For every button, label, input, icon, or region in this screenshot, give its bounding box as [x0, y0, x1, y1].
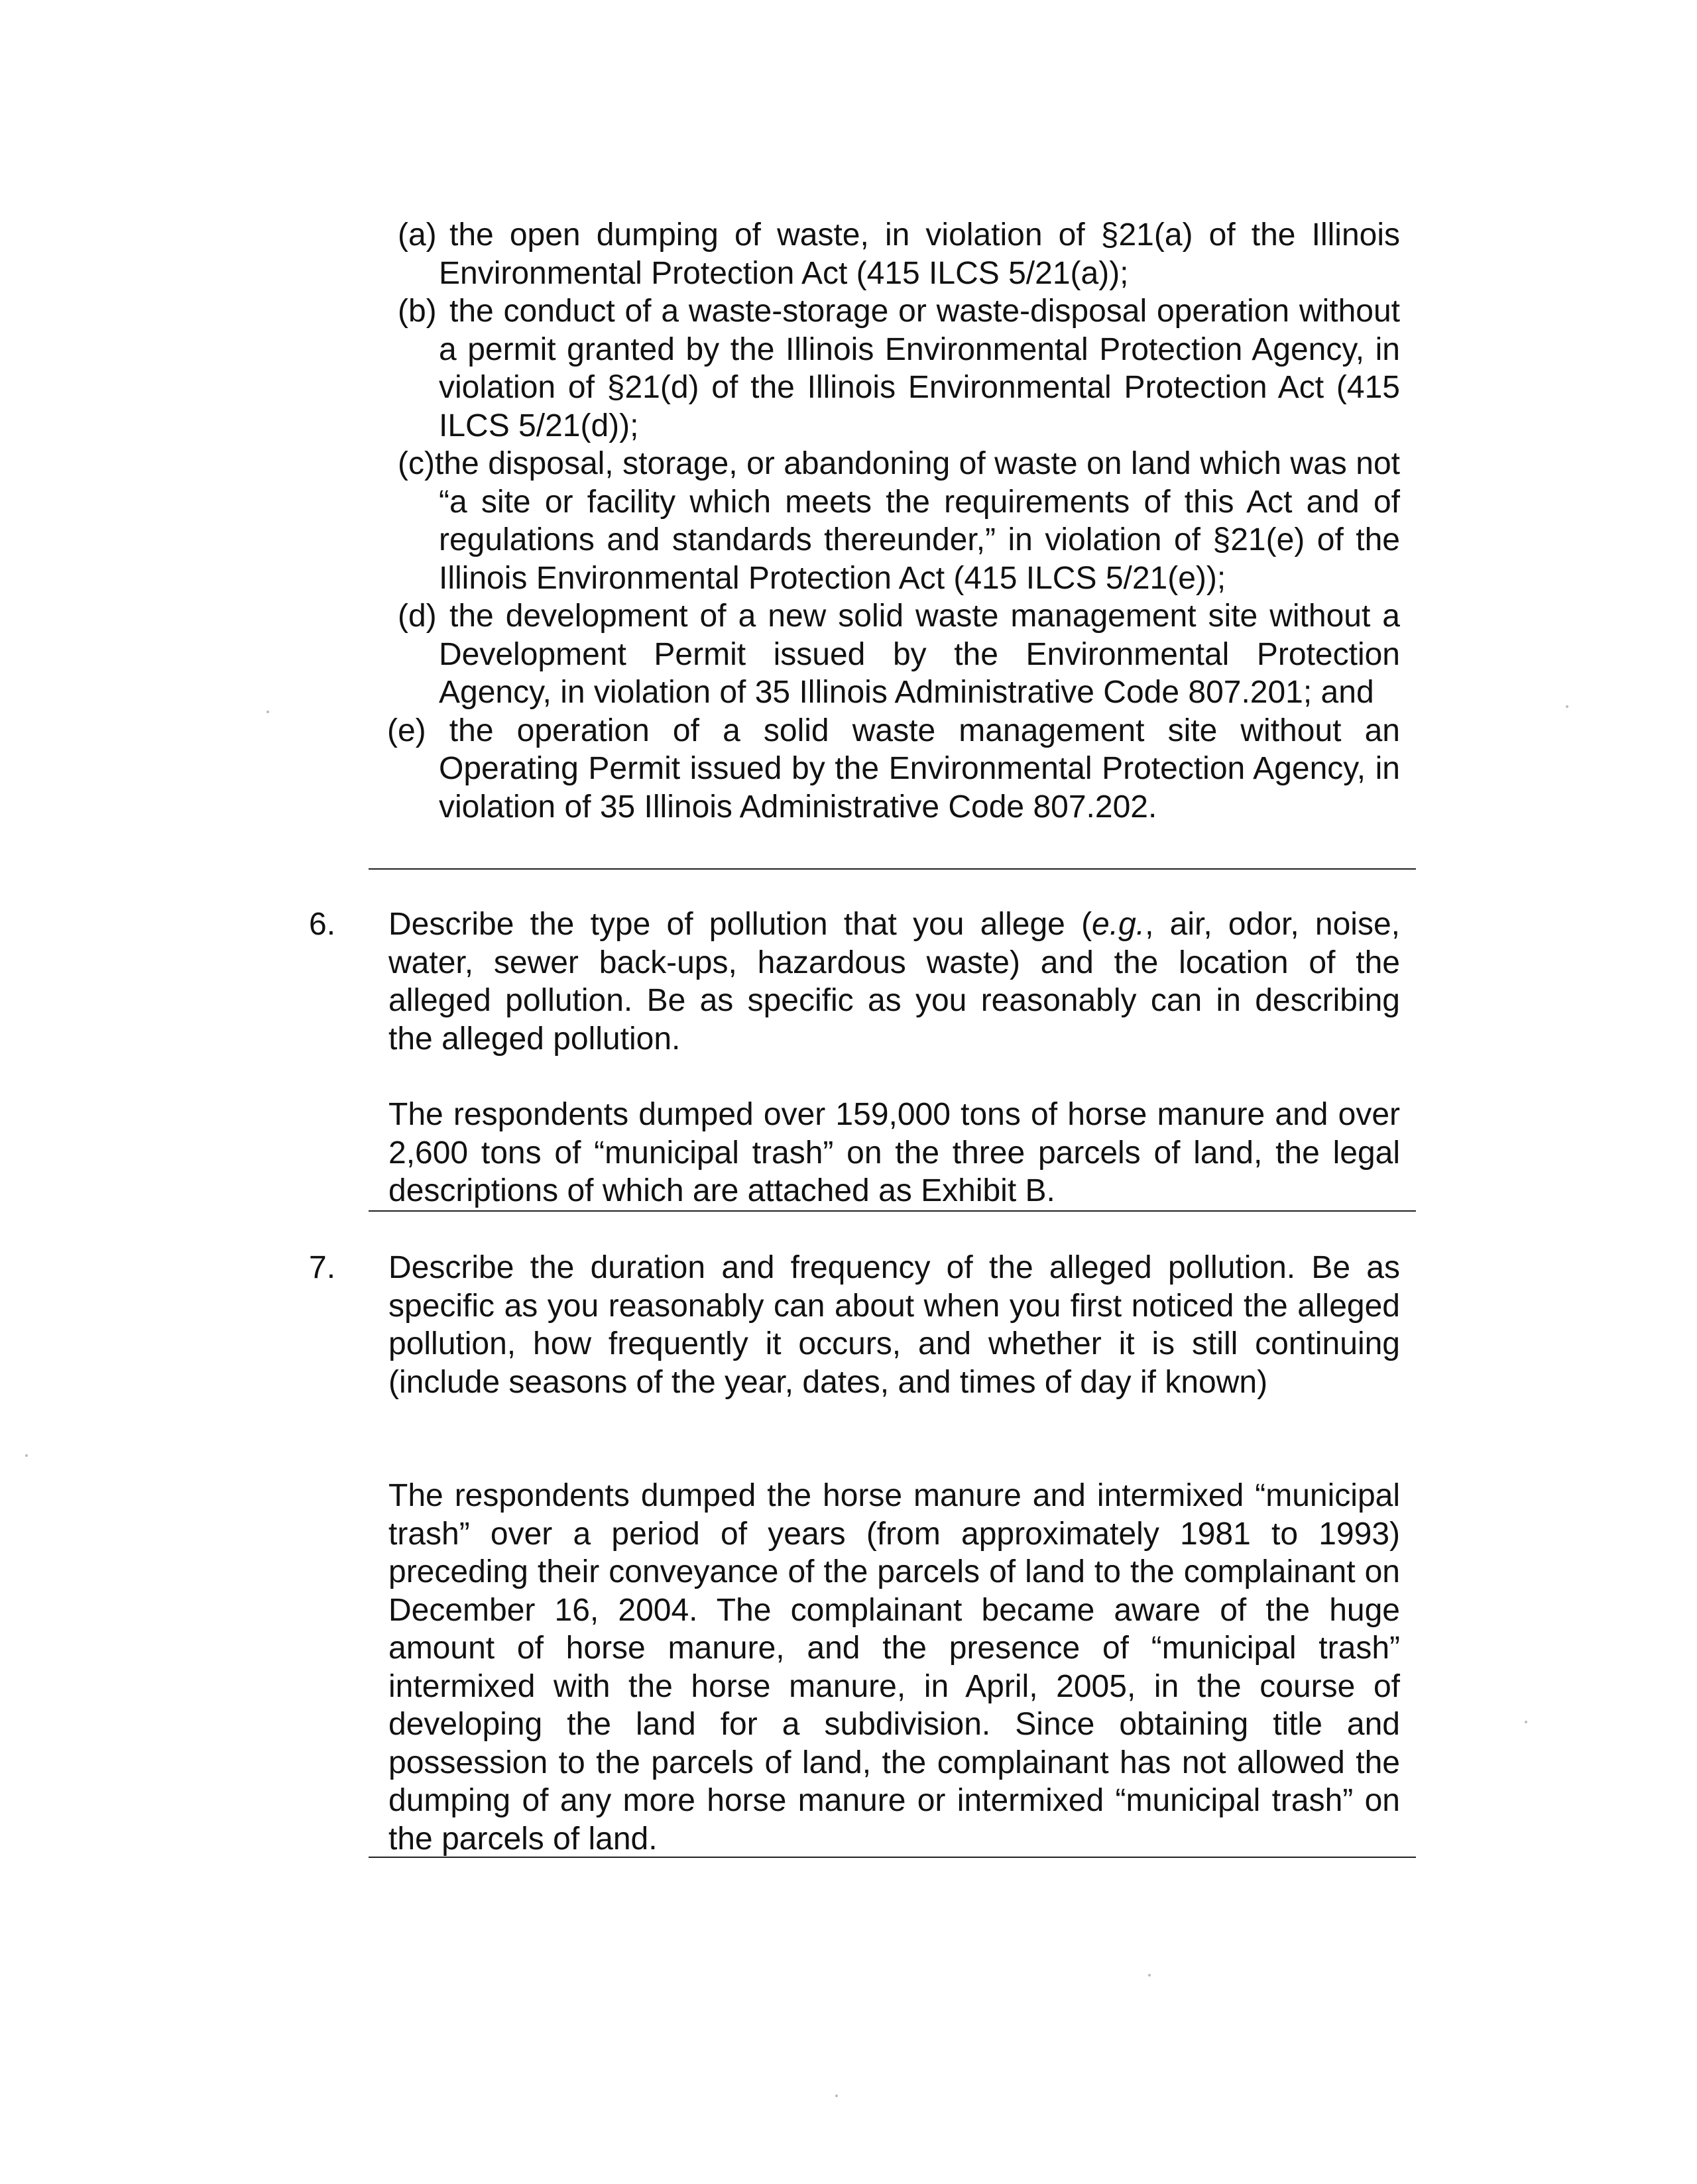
list-item-c [398, 445, 1400, 597]
prompt-text: , air, odor, noise, water, sewer back-ups, hazardous waste) and the location of the alleged pollution. Be as specific as you reasonably can in describing the alleged pollution. [388, 907, 1400, 1057]
question-number-7: 7. [309, 1250, 336, 1285]
list-marker: (e) [387, 713, 426, 748]
answer-underline-5 [369, 868, 1416, 870]
question-7-answer: The respondents dumped the horse manure and intermixed “municipal trash” over a period of years (from approximately 1981 to 1993) preceding their conveyance of the parcels of land to the complainant on December 16, 2004. The complainant became aware of the huge amount of horse manure, and the presence of “municipal trash” intermixed with the horse manure, in April, 2005, in the course of developing the land for a subdivision. Since obtaining title and possession to the parcels of land, the complainant has not allowed the dumping of any more horse manure or intermixed “municipal trash” on the parcels of land. [388, 1478, 1400, 1857]
list-item-e [387, 712, 1400, 827]
list-item-d [398, 597, 1400, 712]
scan-speck [1566, 705, 1568, 708]
scan-speck [1525, 1721, 1527, 1723]
scan-speck [835, 2095, 838, 2097]
list-marker: (d) [398, 599, 437, 634]
answer-underline-6 [369, 1210, 1416, 1212]
list-item-text: the open dumping of waste, in violation of §21(a) of the Illinois Environmental Protection Act (415 ILCS 5/21(a)); [439, 217, 1400, 291]
answer-underline-7 [369, 1857, 1416, 1858]
list-item-a [398, 216, 1400, 292]
prompt-text: Describe the type of pollution that you allege ( [388, 907, 1092, 942]
list-marker: (c) [398, 446, 435, 481]
question-number-6: 6. [309, 907, 336, 942]
scan-speck [25, 1454, 28, 1457]
list-item-text: the development of a new solid waste management site without a Development Permit issued by the Environmental Protection Agency, in violation of 35 Illinois Administrative Code 807.201; and [439, 599, 1400, 710]
list-item-b [398, 292, 1400, 445]
list-marker: (b) [398, 294, 437, 329]
scan-speck [266, 711, 269, 713]
list-item-text: the disposal, storage, or abandoning of waste on land which was not “a site or facility which meets the requirements of this Act and of regulations and standards thereunder,” in violation of §21(e) of the Illinois Environmental Protection Act (415 ILCS 5/21(e)); [434, 446, 1400, 596]
question-7-prompt: Describe the duration and frequency of the alleged pollution. Be as specific as you reasonably can about when you first noticed the alleged pollution, how frequently it occurs, and whether it is still continuing (include seasons of the year, dates, and times of day if known) [388, 1250, 1400, 1400]
violations-list [387, 216, 1400, 826]
scan-speck [1148, 1974, 1151, 1977]
question-6-answer: The respondents dumped over 159,000 tons of horse manure and over 2,600 tons of “municipal trash” on the three parcels of land, the legal descriptions of which are attached as Exhibit B. [388, 1097, 1400, 1208]
question-6-prompt [388, 905, 1400, 1058]
list-marker: (a) [398, 217, 437, 253]
list-item-text: the conduct of a waste-storage or waste-disposal operation without a permit granted by the Illinois Environmental Protection Agency, in violation of §21(d) of the Illinois Environmental Protection Act (415 ILCS 5/21(d)); [439, 294, 1400, 443]
list-item-text: the operation of a solid waste management site without an Operating Permit issued by the Environmental Protection Agency, in violation of 35 Illinois Administrative Code 807.202. [439, 713, 1400, 825]
prompt-italic: e.g. [1092, 907, 1145, 942]
